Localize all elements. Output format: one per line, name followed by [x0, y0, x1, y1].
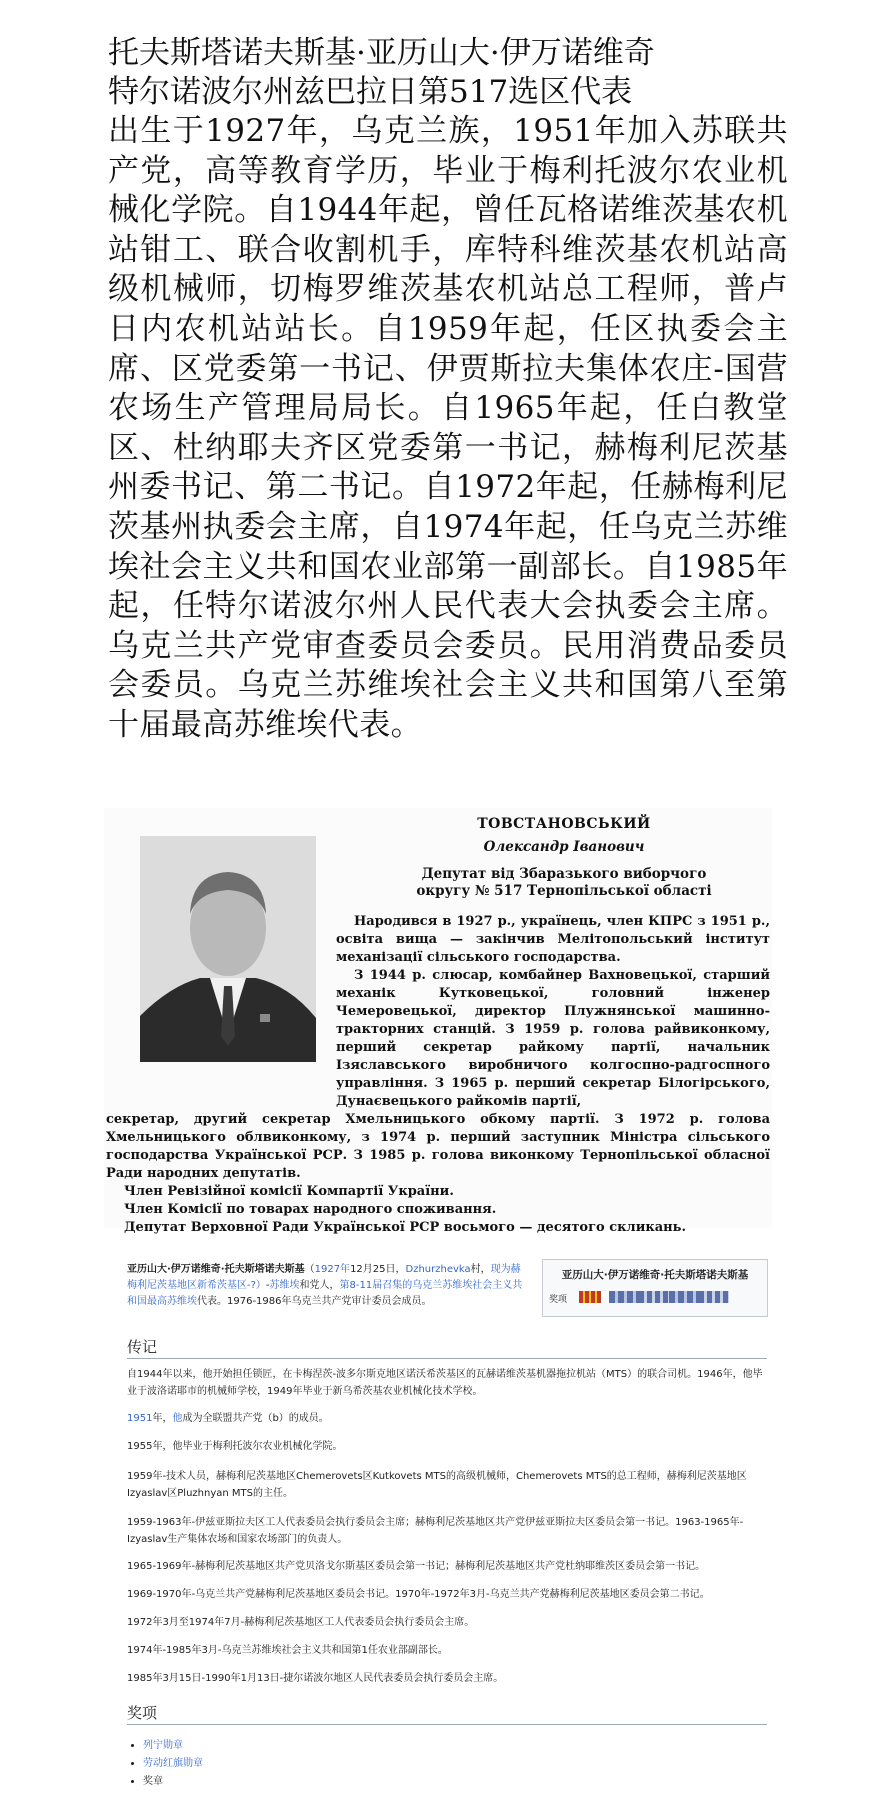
village-link[interactable]: Dzhurzhevka	[405, 1264, 471, 1275]
award-ribbons	[579, 1291, 755, 1303]
medals-item: 奖章	[143, 1776, 163, 1787]
subject-name: 亚历山大·伊万诺维奇·托夫斯塔诺夫斯基	[127, 1264, 305, 1275]
infobox-title: 亚历山大·伊万诺维奇·托夫斯塔诺夫斯基	[561, 1269, 749, 1281]
role-line	[364, 866, 764, 900]
intro-paragraph	[127, 1262, 527, 1310]
scan-text-wide	[106, 1111, 770, 1237]
bio-paragraph: 1965-1969年-赫梅利尼茨基地区共产党贝洛戈尔斯基区委员会第一书记；赫梅利尼茨基地区共产党杜纳耶维茨区委员会第一书记。	[127, 1561, 706, 1572]
ribbon-icon	[699, 1291, 729, 1303]
intro-text: 12月25日，	[350, 1264, 406, 1275]
section-divider	[127, 1358, 767, 1359]
labour-banner-link[interactable]: 劳动红旗勋章	[143, 1758, 203, 1769]
intro-text: 村，	[470, 1264, 491, 1275]
bio-paragraph: 1969-1970年-乌克兰共产党赫梅利尼茨基地区委员会书记。1970年-1972年3月-乌克兰共产党赫梅利尼茨基地区委员会第二书记。	[127, 1589, 710, 1600]
ribbon-icon	[601, 1291, 609, 1303]
scan-paragraph-1: Народився в 1927 р., українець, член КПРС з 1951 р., освіта вища — закінчив Мелітопольський інститут механізації сільського господарства.	[336, 914, 770, 965]
year-link[interactable]: 1927年	[314, 1264, 351, 1275]
given-name: Олександр Іванович	[483, 839, 645, 855]
role-line-2: округу № 517 Тернопільської області	[416, 883, 712, 899]
he-link[interactable]: 他	[172, 1413, 183, 1424]
ribbon-icon	[579, 1291, 601, 1303]
soviet-link[interactable]: 苏维埃	[269, 1280, 300, 1291]
scan-paragraph-3: секретар, другий секретар Хмельницького обкому партії. З 1972 р. голова Хмельницького облвиконкому, з 1974 р. перший заступник Міністра сільського господарства Української РСР. З 1985 р. голова виконкому Тернопільської обласної Ради народних депутатів.	[106, 1112, 770, 1181]
list-item	[143, 1755, 203, 1773]
name-title: 托夫斯塔诺夫斯基·亚历山大·伊万诺维奇	[108, 35, 655, 71]
surname: ТОВСТАНОВСЬКИЙ	[477, 816, 651, 832]
list-item	[143, 1737, 203, 1755]
supreme-soviet-link[interactable]: 乌克兰苏维埃社会主义共和国最高苏维埃	[127, 1280, 523, 1307]
scan-member-1: Член Ревізійної комісії Компартії України.	[124, 1184, 454, 1199]
deputy-header	[364, 816, 764, 900]
article-header	[108, 34, 788, 746]
role-line-1: Депутат від Збаразького виборчого	[421, 866, 707, 882]
portrait-image	[140, 836, 316, 1062]
scan-text-narrow	[336, 913, 770, 1111]
intro-text: 代表。1976-1986年乌克兰共产党审计委员会成员。	[197, 1296, 432, 1307]
scan-member-2: Член Комісії по товарах народного споживання.	[124, 1202, 497, 1217]
scan-paragraph-2: З 1944 р. слюсар, комбайнер Вахновецької, старший механік Кутковецької, головний інженер Чемеровецької, директор Плужнянської машинно-тракторних станцій. З 1959 р. голова райвиконкому, перший секретар райкому партії, начальник Ізяславського виробничого колгоспно-радгоспного управління. З 1965 р. перший секретар Білогірського, Дунаєвецького райкомів партії,	[336, 968, 770, 1109]
scanned-document	[104, 808, 772, 1235]
bio-paragraph: 1959年-技术人员，赫梅利尼茨基地区Chemerovets区Kutkovets MTS的高级机械师，Chemerovets MTS的总工程师，赫梅利尼茨基地区Izyaslav区Pluzhnyan MTS的主任。	[127, 1471, 747, 1499]
location-link[interactable]: 现为赫梅利尼茨基地区新希茨基区-?）	[127, 1264, 521, 1291]
biography-heading: 传记	[127, 1338, 158, 1356]
biography-paragraph: 出生于1927年，乌克兰族，1951年加入苏联共产党，高等教育学历，毕业于梅利托波尔农业机械化学院。自1944年起，曾任瓦格诺维茨基农机站钳工、联合收割机手，库特科维茨基农机站高级机械师，切梅罗维茨基农机站总工程师，普卢日内农机站站长。自1959年起，任区执委会主席、区党委第一书记、伊贾斯拉夫集体农庄-国营农场生产管理局局长。自1965年起，任白教堂区、杜纳耶夫齐区党委第一书记，赫梅利尼茨基州委书记、第二书记。自1972年起，任赫梅利尼茨基州执委会主席，自1974年起，任乌克兰苏维埃社会主义共和国农业部第一副部长。自1985年起，任特尔诺波尔州人民代表大会执委会主席。乌克兰共产党审查委员会委员。民用消费品委员会委员。乌克兰苏维埃社会主义共和国第八至第十届最高苏维埃代表。	[108, 113, 788, 743]
district-title: 特尔诺波尔州兹巴拉日第517选区代表	[108, 74, 633, 110]
convocation-link[interactable]: 第8-11届召集的	[339, 1280, 413, 1291]
bio-paragraph	[127, 1410, 767, 1427]
bio-text: 成为全联盟共产党（b）的成员。	[182, 1413, 329, 1424]
list-item	[143, 1773, 203, 1791]
bio-text: 年，	[152, 1413, 173, 1424]
awards-heading: 奖项	[127, 1704, 158, 1722]
bio-paragraph: 自1944年以来，他开始担任锁匠，在卡梅涅茨-波多尔斯克地区诺沃希茨基区的瓦赫诺维茨基机器拖拉机站（MTS）的联合司机。1946年，他毕业于波洛诺耶市的机械师学校，1949年毕业于新乌希茨基农业机械化技术学校。	[127, 1369, 763, 1397]
scan-deputy: Депутат Верховної Ради Української РСР восьмого — десятого скликань.	[124, 1220, 687, 1235]
bio-paragraph: 1985年3月15日-1990年1月13日-捷尔诺波尔地区人民代表委员会执行委员会主席。	[127, 1673, 504, 1684]
awards-list	[127, 1737, 203, 1791]
bio-paragraph: 1972年3月至1974年7月-赫梅利尼茨基地区工人代表委员会执行委员会主席。	[127, 1617, 475, 1628]
intro-text: （	[304, 1264, 315, 1275]
intro-text: 和党人，	[299, 1280, 340, 1291]
bio-paragraph: 1955年，他毕业于梅利托波尔农业机械化学院。	[127, 1441, 343, 1452]
portrait-photo	[140, 836, 316, 1062]
infobox	[542, 1259, 768, 1317]
intro-text: -	[265, 1280, 270, 1291]
year-1951-link[interactable]: 1951	[127, 1413, 153, 1424]
ribbon-icon	[609, 1291, 639, 1303]
section-divider	[127, 1724, 767, 1725]
infobox-awards-label: 奖项	[549, 1295, 568, 1305]
ribbon-icon	[669, 1291, 699, 1303]
lenin-order-link[interactable]: 列宁勋章	[143, 1740, 183, 1751]
bio-paragraph: 1974年-1985年3月-乌克兰苏维埃社会主义共和国第1任农业部副部长。	[127, 1645, 448, 1656]
ribbon-icon	[639, 1291, 669, 1303]
bio-paragraph: 1959-1963年-伊兹亚斯拉夫区工人代表委员会执行委员会主席；赫梅利尼茨基地区共产党伊兹亚斯拉夫区委员会第一书记。1963-1965年-Izyaslav生产集体农场和国家农场部门的负责人。	[127, 1517, 744, 1545]
